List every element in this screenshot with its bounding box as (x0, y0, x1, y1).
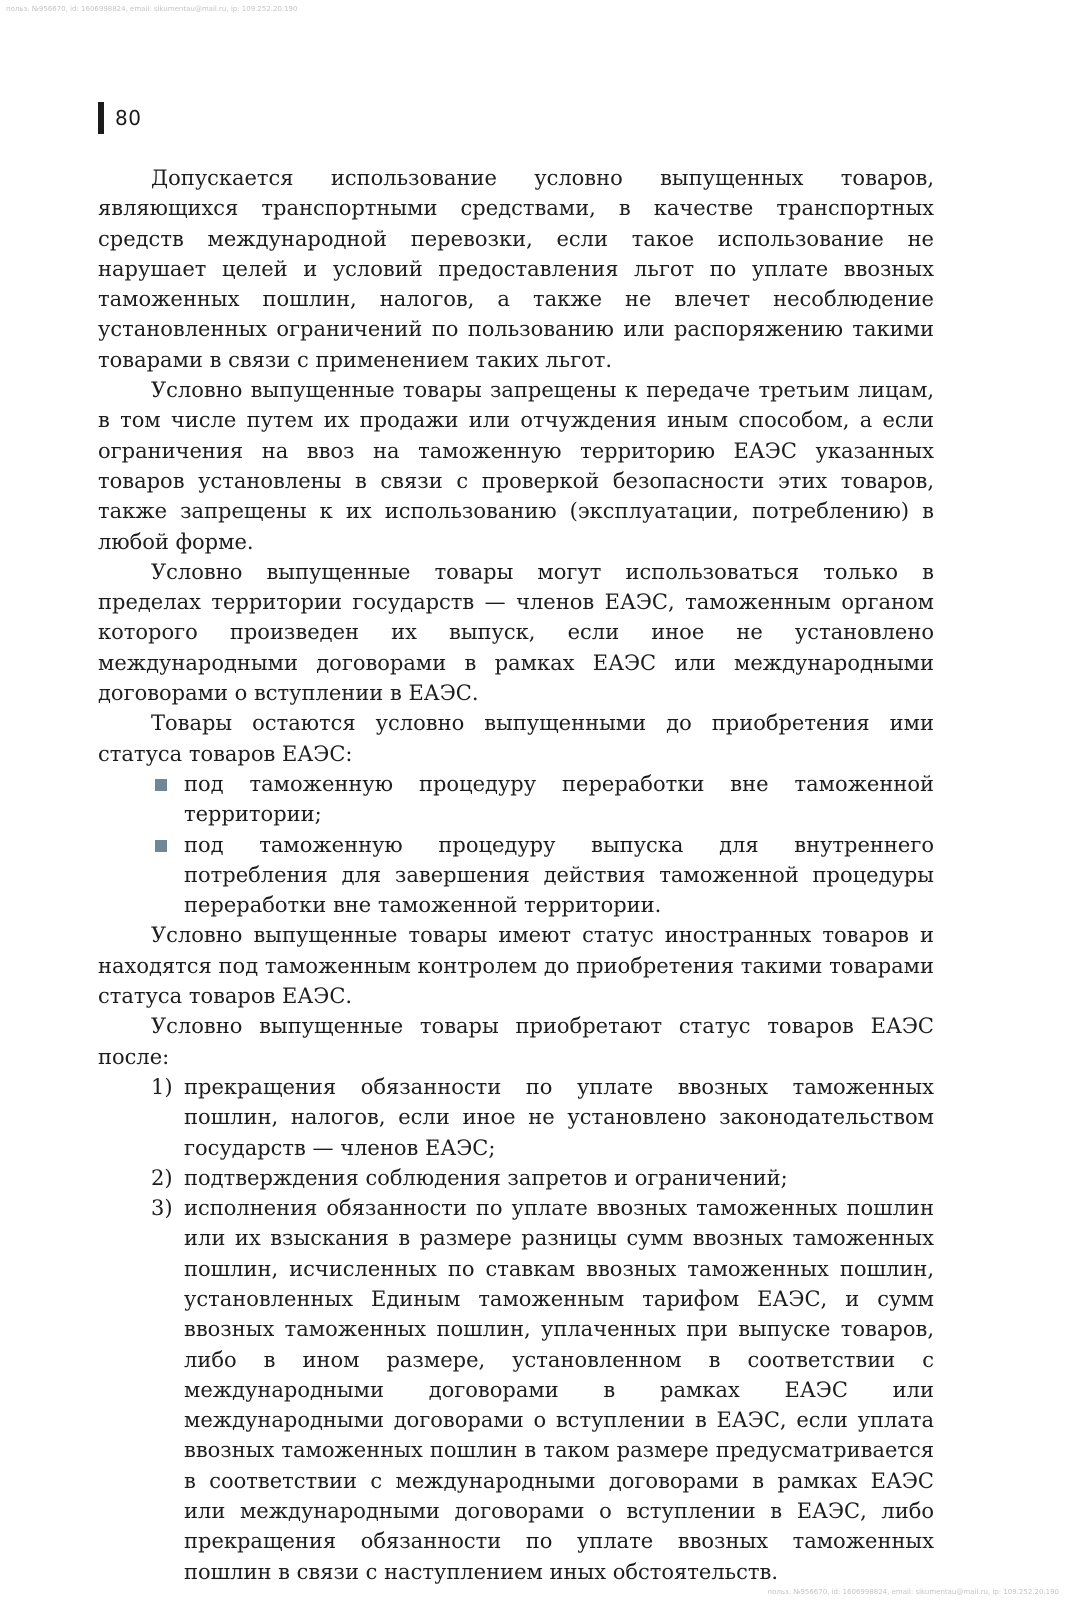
numbered-list (98, 1072, 934, 1587)
list-number: 1) (151, 1074, 173, 1099)
paragraph: Товары остаются условно выпущенными до приобретения ими статуса товаров ЕАЭС: (98, 711, 934, 766)
paragraph: Допускается использование условно выпущенных товаров, являющихся транспортными средствами, в качестве транспортных средств международной перевозки, если такое использование не нарушает целей и условий предоставления льгот по уплате ввозных таможенных пошлин, налогов, а также не влечет несоблюдение установленных ограничений по пользованию или распоряжению такими товарами в связи с применением таких льгот. (98, 166, 934, 372)
bullet-text: под таможенную процедуру выпуска для внутреннего потребления для завершения действия таможенной процедуры переработки вне таможенной территории. (184, 832, 934, 918)
list-number: 3) (151, 1196, 173, 1221)
watermark-bottom: польз. №956670, id: 1606998824, email: sikumentau@mail.ru, ip: 109.252.20.190 (767, 1588, 1059, 1596)
bullet-list-item (98, 830, 934, 921)
bullet-text: под таможенную процедуру переработки вне таможенной территории; (184, 771, 934, 827)
numbered-list-item (98, 1193, 934, 1587)
paragraph: Условно выпущенные товары запрещены к передаче третьим лицам, в том числе путем их продажи или отчуждения иным способом, а если ограничения на ввоз на таможенную территорию ЕАЭС указанных товаров установлены в связи с проверкой безопасности этих товаров, также запрещены к их использованию (эксплуатации, потреблению) в любой форме. (98, 378, 934, 554)
numbered-text: исполнения обязанности по уплате ввозных таможенных пошлин или их взыскания в размере разницы сумм ввозных таможенных пошлин, исчисленных по ставкам ввозных таможенных пошлин, установленных Единым таможенным тарифом ЕАЭС, и сумм ввозных таможенных пошлин, уплаченных при выпуске товаров, либо в ином размере, установленном в соответствии с международными договорами в рамках ЕАЭС или международными договорами о вступлении в ЕАЭС, если уплата ввозных таможенных пошлин в таком размере предусматривается в соответствии с международными договорами в рамках ЕАЭС или международными договорами о вступлении в ЕАЭС, либо прекращения обязанности по уплате ввозных таможенных пошлин в связи с наступлением иных обстоятельств. (184, 1196, 934, 1584)
numbered-list-item (98, 1163, 934, 1193)
numbered-text: прекращения обязанности по уплате ввозных таможенных пошлин, налогов, если иное не установлено законодательством государств — членов ЕАЭС; (184, 1074, 934, 1160)
page-number-text: 80 (115, 106, 142, 130)
page-number (98, 102, 141, 134)
numbered-text: подтверждения соблюдения запретов и ограничений; (184, 1165, 788, 1190)
page-number-bar (98, 102, 104, 134)
watermark-top: польз. №956670, id: 1606998824, email: sikumentau@mail.ru, ip: 109.252.20.190 (6, 5, 298, 13)
paragraph: Условно выпущенные товары приобретают статус товаров ЕАЭС после: (98, 1014, 934, 1069)
body-text (98, 163, 934, 1587)
list-number: 2) (151, 1165, 173, 1190)
paragraph: Условно выпущенные товары имеют статус иностранных товаров и находятся под таможенным контролем до приобретения такими товарами статуса товаров ЕАЭС. (98, 923, 934, 1009)
square-bullet-icon (155, 840, 167, 852)
bullet-list (98, 769, 934, 920)
bullet-list-item (98, 769, 934, 830)
square-bullet-icon (155, 779, 167, 791)
paragraph: Условно выпущенные товары могут использоваться только в пределах территории государств — членов ЕАЭС, таможенным органом которого произведен их выпуск, если иное не установлено международными договорами в рамках ЕАЭС или международными договорами о вступлении в ЕАЭС. (98, 559, 934, 706)
numbered-list-item (98, 1072, 934, 1163)
